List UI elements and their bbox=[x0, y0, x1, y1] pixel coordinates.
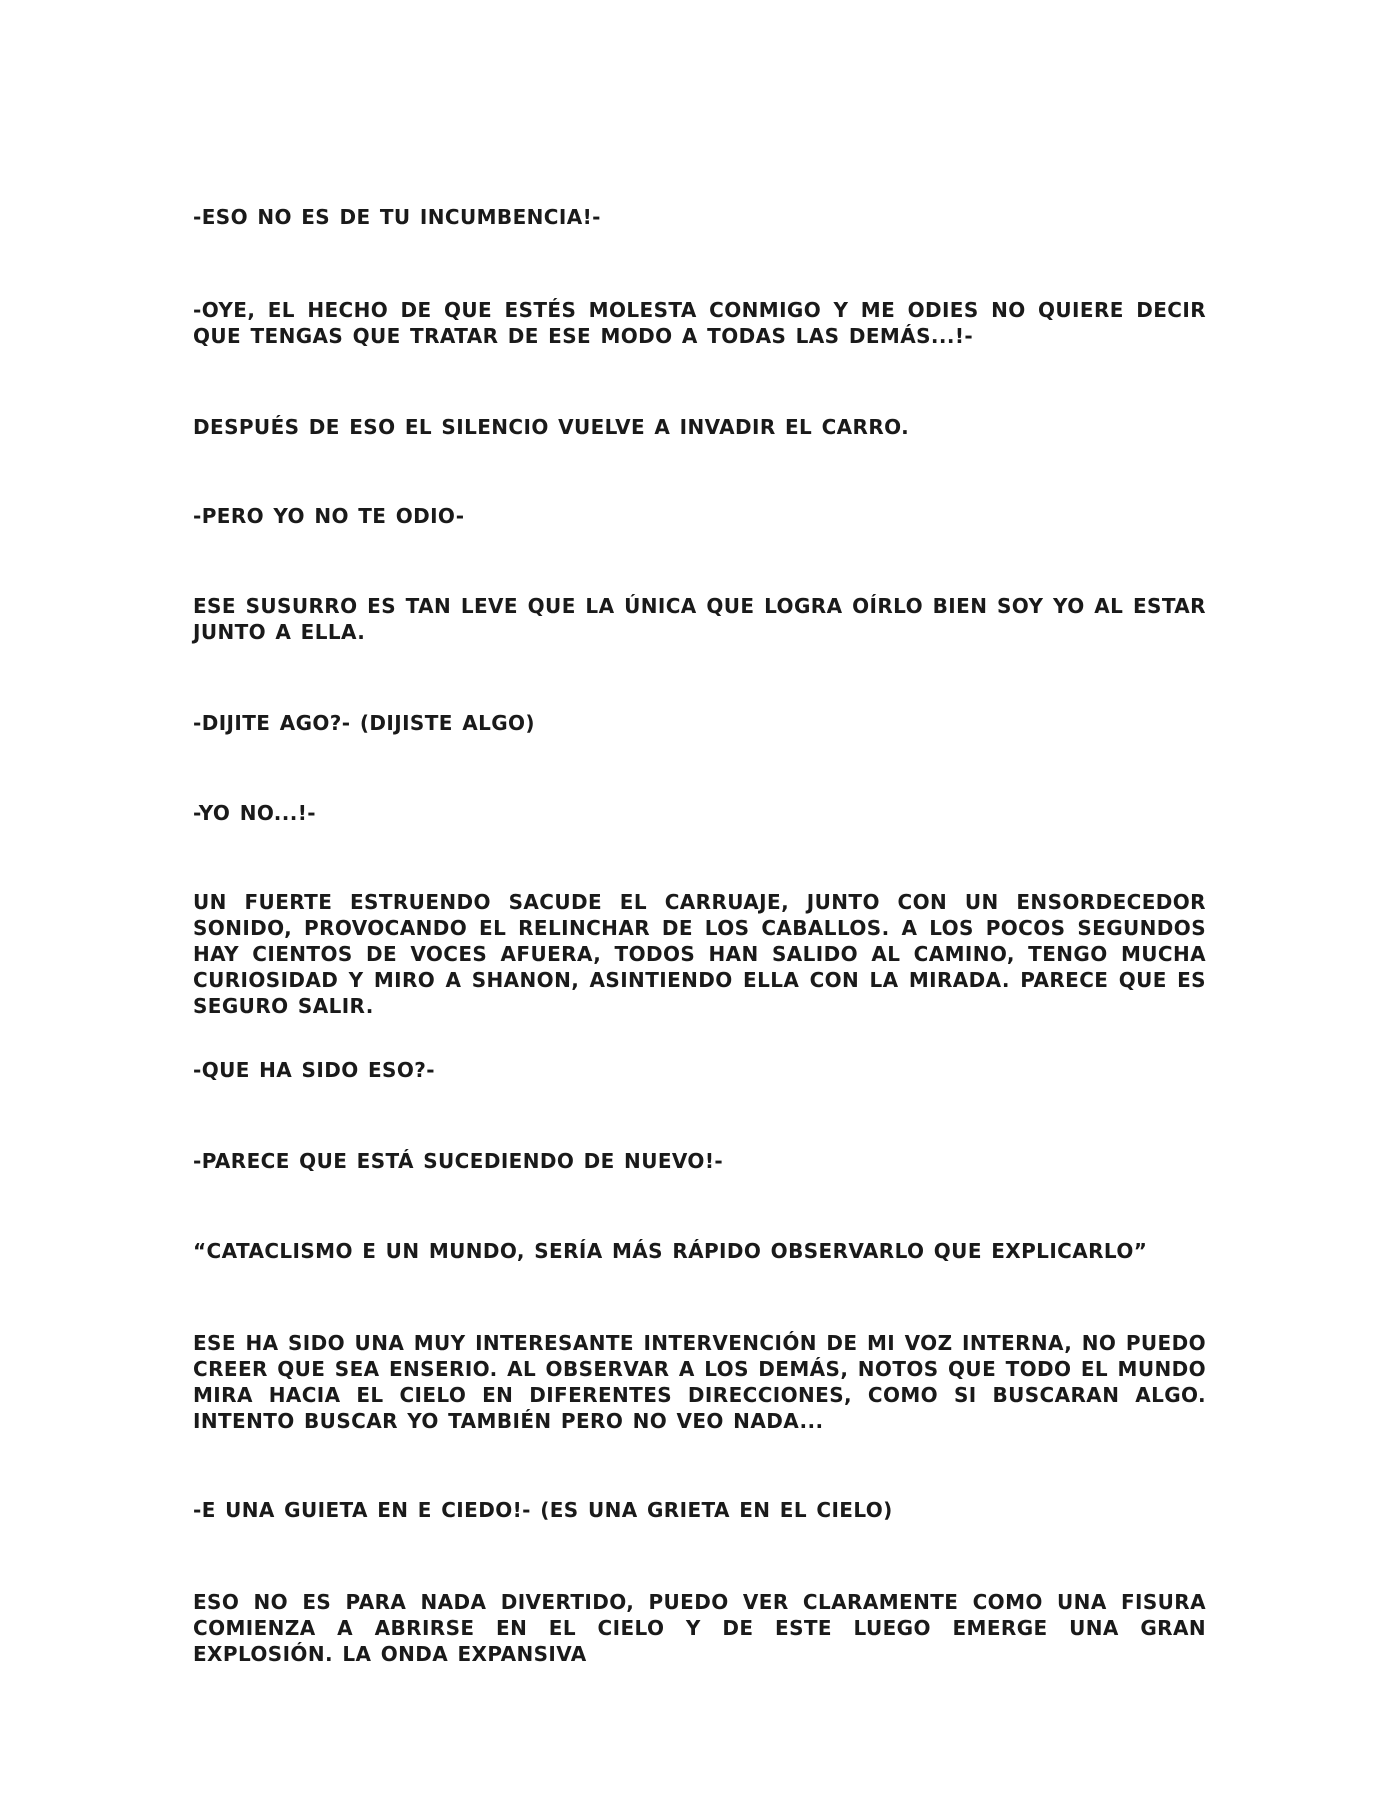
narration-paragraph: UN FUERTE ESTRUENDO SACUDE EL CARRUAJE, JUNTO CON UN ENSORDECEDOR SONIDO, PROVOCANDO EL RELINCHAR DE LOS CABALLOS. A LOS POCOS SEGUNDOS HAY CIENTOS DE VOCES AFUERA, TODOS HAN SALIDO AL CAMINO, TENGO MUCHA CURIOSIDAD Y MIRO A SHANON, ASINTIENDO ELLA CON LA MIRADA. PARECE QUE ES SEGURO SALIR. bbox=[193, 890, 1206, 1018]
narration-paragraph: DESPUÉS DE ESO EL SILENCIO VUELVE A INVADIR EL CARRO. bbox=[193, 415, 910, 439]
dialogue-line: -ESO NO ES DE TU INCUMBENCIA!- bbox=[193, 205, 601, 229]
narration-paragraph: ESE SUSURRO ES TAN LEVE QUE LA ÚNICA QUE LOGRA OÍRLO BIEN SOY YO AL ESTAR JUNTO A ELLA. bbox=[193, 594, 1206, 644]
dialogue-line: -E UNA GUIETA EN E CIEDO!- (ES UNA GRIETA EN EL CIELO) bbox=[193, 1498, 893, 1522]
dialogue-line: -DIJITE AGO?- (DIJISTE ALGO) bbox=[193, 711, 535, 735]
inner-voice-quote: “CATACLISMO E UN MUNDO, SERÍA MÁS RÁPIDO OBSERVARLO QUE EXPLICARLO” bbox=[193, 1239, 1148, 1263]
dialogue-line: -PERO YO NO TE ODIO- bbox=[193, 504, 465, 528]
dialogue-line: -YO NO...!- bbox=[193, 801, 317, 825]
dialogue-line: -OYE, EL HECHO DE QUE ESTÉS MOLESTA CONMIGO Y ME ODIES NO QUIERE DECIR QUE TENGAS QUE TRATAR DE ESE MODO A TODAS LAS DEMÁS...!- bbox=[193, 298, 1206, 348]
narration-paragraph: ESO NO ES PARA NADA DIVERTIDO, PUEDO VER CLARAMENTE COMO UNA FISURA COMIENZA A ABRIRSE EN EL CIELO Y DE ESTE LUEGO EMERGE UNA GRAN EXPLOSIÓN. LA ONDA EXPANSIVA bbox=[193, 1590, 1206, 1666]
dialogue-line: -QUE HA SIDO ESO?- bbox=[193, 1058, 435, 1082]
dialogue-line: -PARECE QUE ESTÁ SUCEDIENDO DE NUEVO!- bbox=[193, 1149, 724, 1173]
narration-paragraph: ESE HA SIDO UNA MUY INTERESANTE INTERVENCIÓN DE MI VOZ INTERNA, NO PUEDO CREER QUE SEA ENSERIO. AL OBSERVAR A LOS DEMÁS, NOTOS QUE TODO EL MUNDO MIRA HACIA EL CIELO EN DIFERENTES DIRECCIONES, COMO SI BUSCARAN ALGO. INTENTO BUSCAR YO TAMBIÉN PERO NO VEO NADA... bbox=[193, 1331, 1206, 1433]
